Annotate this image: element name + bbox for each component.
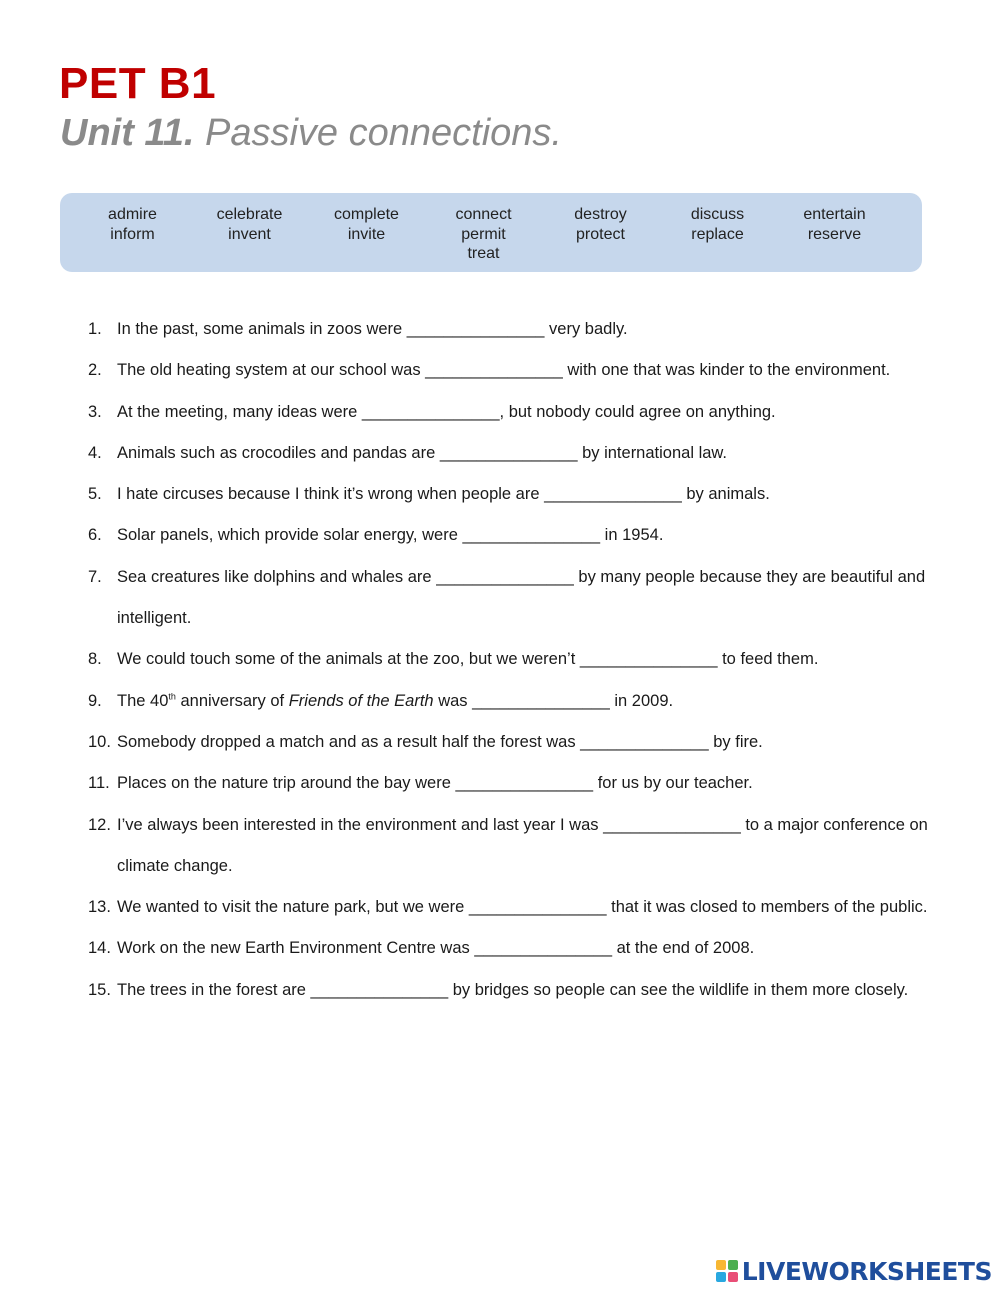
question-text[interactable]: We wanted to visit the nature park, but we were _______________ that it was closed to members of the public. xyxy=(117,898,928,917)
question-number: 7. xyxy=(88,567,102,586)
question-number: 11. xyxy=(88,774,110,793)
question-item xyxy=(88,722,928,763)
question-text[interactable]: Animals such as crocodiles and pandas are _______________ by international law. xyxy=(117,443,728,462)
word-bank-row xyxy=(74,205,893,225)
question-text[interactable]: In the past, some animals in zoos were _______________ very badly. xyxy=(117,320,628,338)
logo-tile xyxy=(728,1272,738,1282)
question-text[interactable]: The old heating system at our school was _______________ with one that was kinder to the environment. xyxy=(117,361,891,380)
question-item xyxy=(88,474,928,515)
word-bank-word: discuss xyxy=(690,206,745,223)
question-item xyxy=(88,928,928,969)
question-text[interactable]: Work on the new Earth Environment Centre was _______________ at the end of 2008. xyxy=(117,939,755,958)
logo-tile xyxy=(716,1260,726,1270)
word-bank-word: inform xyxy=(110,226,155,243)
page-title: PET B1 xyxy=(59,59,217,108)
question-text[interactable] xyxy=(117,692,673,710)
question-item xyxy=(88,639,928,680)
question-number: 1. xyxy=(88,320,102,338)
question-number: 9. xyxy=(88,691,102,710)
question-text[interactable]: Solar panels, which provide solar energy, were _______________ in 1954. xyxy=(117,526,664,545)
liveworksheets-logo-icon xyxy=(716,1260,738,1282)
question-number: 2. xyxy=(88,361,102,380)
word-bank-word: protect xyxy=(576,226,625,243)
question-number: 13. xyxy=(88,898,111,917)
organization-name: Friends of the Earth xyxy=(288,691,434,710)
unit-name: Passive connections. xyxy=(194,112,562,154)
logo-tile xyxy=(716,1272,726,1282)
question-number: 6. xyxy=(88,526,102,545)
question-number: 4. xyxy=(88,443,102,462)
logo-text: LIVEWORKSHEETS xyxy=(741,1256,992,1286)
question-number: 8. xyxy=(88,650,102,669)
question-item xyxy=(88,887,928,928)
word-bank-row xyxy=(74,244,542,264)
word-bank-word: entertain xyxy=(803,206,866,223)
question-text[interactable]: The trees in the forest are _______________ by bridges so people can see the wildlife in them more closely. xyxy=(117,980,909,999)
question-text[interactable]: Somebody dropped a match and as a result half the forest was ______________ by fire. xyxy=(117,732,763,751)
question-number: 15. xyxy=(88,980,111,999)
word-bank-word: celebrate xyxy=(216,206,283,223)
unit-label: Unit 11. xyxy=(60,112,195,154)
ordinal-suffix: th xyxy=(168,691,176,702)
question-item xyxy=(88,970,928,1011)
question-text-part: The 40 xyxy=(117,691,169,710)
question-text[interactable]: I hate circuses because I think it’s wrong when people are _______________ by animals. xyxy=(117,485,770,504)
word-bank-word: replace xyxy=(691,226,744,243)
question-number: 10. xyxy=(88,732,111,751)
word-bank-word: destroy xyxy=(574,206,627,223)
liveworksheets-logo xyxy=(716,1257,992,1285)
logo-tile xyxy=(728,1260,738,1270)
question-text-part: was _______________ in 2009. xyxy=(433,691,674,710)
question-item xyxy=(88,515,928,556)
word-bank-word: complete xyxy=(334,206,399,223)
question-list xyxy=(88,309,928,1011)
word-bank-word: reserve xyxy=(807,226,862,243)
question-item xyxy=(88,557,928,640)
question-item xyxy=(88,309,928,350)
word-bank-word: permit xyxy=(461,226,506,243)
question-item xyxy=(88,350,928,391)
question-text[interactable]: I’ve always been interested in the environment and last year I was _______________ to a major conference on climate change. xyxy=(117,815,928,875)
word-bank-word: invent xyxy=(228,226,271,243)
word-bank-spacer xyxy=(74,244,191,264)
question-number: 5. xyxy=(88,485,102,504)
word-bank-spacer xyxy=(191,244,308,264)
word-bank-row xyxy=(74,225,893,245)
word-bank xyxy=(60,193,922,272)
word-bank-word: connect xyxy=(455,206,512,223)
question-item xyxy=(88,681,928,722)
word-bank-word: treat xyxy=(467,245,500,262)
word-bank-word: invite xyxy=(347,226,386,243)
question-text[interactable]: Places on the nature trip around the bay were _______________ for us by our teacher. xyxy=(117,774,753,793)
question-item xyxy=(88,433,928,474)
question-text[interactable]: We could touch some of the animals at the zoo, but we weren’t _______________ to feed them. xyxy=(117,650,819,669)
question-item xyxy=(88,805,928,888)
word-bank-word: admire xyxy=(108,206,157,223)
question-number: 12. xyxy=(88,815,111,834)
page-subtitle xyxy=(60,110,562,156)
question-text[interactable]: At the meeting, many ideas were _______________, but nobody could agree on anything. xyxy=(117,402,776,421)
question-item xyxy=(88,763,928,804)
question-number: 3. xyxy=(88,402,102,421)
question-text-part: anniversary of xyxy=(175,691,289,710)
question-text[interactable]: Sea creatures like dolphins and whales are _______________ by many people because they are beautiful and intelligent. xyxy=(117,567,926,628)
word-bank-spacer xyxy=(308,244,425,264)
question-number: 14. xyxy=(88,939,111,958)
question-item xyxy=(88,392,928,433)
